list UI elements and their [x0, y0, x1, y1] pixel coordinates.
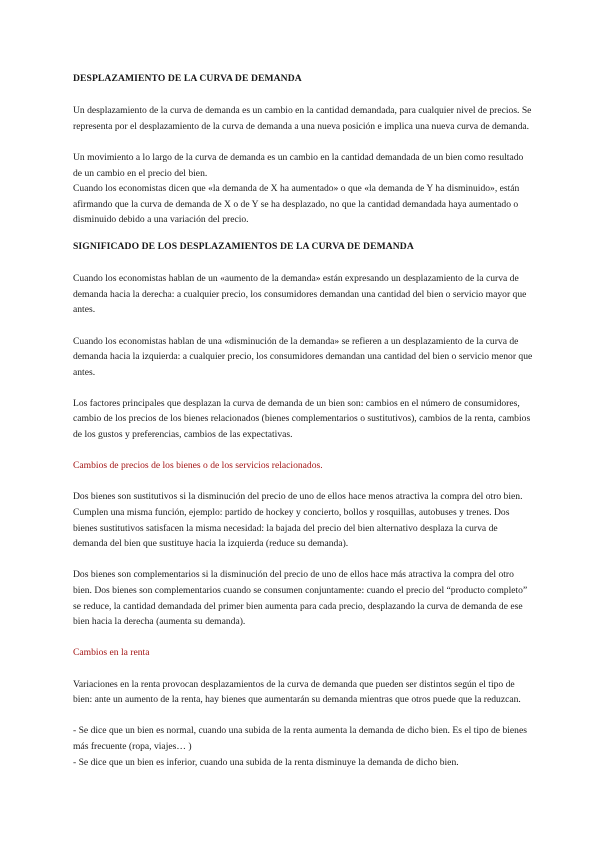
paragraph-movimiento-definicion: Un movimiento a lo largo de la curva de demanda es un cambio en la cantidad demandada de un bien como resultado de un cambio en el precio del bien. [73, 151, 524, 179]
paragraph-desplazamiento-definicion: Un desplazamiento de la curva de demanda es un cambio en la cantidad demandada, para cualquier nivel de precios. Se representa por el desplazamiento de la curva de demanda a una nueva posición e implica una nueva curva de demanda. [73, 105, 532, 132]
list-item-bien-inferior: - Se dice que un bien es inferior, cuando una subida de la renta disminuye la demanda de dicho bien. [73, 756, 459, 768]
paragraph-factores-principales: Los factores principales que desplazan la curva de demanda de un bien son: cambios en el número de consumidores, cambio de los precios de los bienes relacionados (bienes complementarios o sustitutivos), cambios de la renta, cambios de los gustos y preferencias, cambios de las expectativas. [73, 397, 531, 441]
document-body [73, 71, 533, 770]
paragraph-bienes-complementarios: Dos bienes son complementarios si la disminución del precio de uno de ellos hace más atractiva la compra del otro bien. Dos bienes son complementarios cuando se consumen conjuntamente: cuando el precio del “producto completo” se reduce, la cantidad demandada del primer bien aumenta para cada precio, desplazando la curva de demanda de ese bien hacia la derecha (aumenta su demanda). [73, 569, 528, 628]
paragraph-aumento-demanda: Cuando los economistas hablan de un «aumento de la demanda» están expresando un desplazamiento de la curva de demanda hacia la derecha: a cualquier precio, los consumidores demandan una cantidad del bien o servicio mayor que antes. [73, 273, 527, 316]
section-heading-significado: SIGNIFICADO DE LOS DESPLAZAMIENTOS DE LA CURVA DE DEMANDA [73, 240, 414, 252]
subheading-precios-relacionados: Cambios de precios de los bienes o de los servicios relacionados. [73, 460, 323, 472]
subheading-cambios-renta: Cambios en la renta [73, 647, 150, 659]
paragraph-bienes-sustitutivos: Dos bienes son sustitutivos si la disminución del precio de uno de ellos hace menos atractiva la compra del otro bien. Cumplen una misma función, ejemplo: partido de hockey y concierto, bollos y rosquillas, autobuses y trenes. Dos bienes sustitutivos satisfacen la misma necesidad: la bajada del precio del bien alternativo desplaza la curva de demanda del bien que sustituye hacia la izquierda (reduce su demanda). [73, 491, 523, 550]
paragraph-disminucion-demanda: Cuando los economistas hablan de una «disminución de la demanda» se refieren a un desplazamiento de la curva de demanda hacia la izquierda: a cualquier precio, los consumidores demandan una cantidad del bien o servicio menor que antes. [73, 335, 533, 378]
section-heading-desplazamiento: DESPLAZAMIENTO DE LA CURVA DE DEMANDA [73, 73, 302, 84]
list-item-bien-normal: - Se dice que un bien es normal, cuando una subida de la renta aumenta la demanda de dicho bien. Es el tipo de bienes más frecuente (ropa, viajes… ) [73, 725, 527, 752]
paragraph-economistas-dicen: Cuando los economistas dicen que «la demanda de X ha aumentado» o que «la demanda de Y ha disminuido», están afirmando que la curva de demanda de X o de Y se ha desplazado, no que la cantidad demandada haya aumentado o disminuido debido a una variación del precio. [73, 183, 520, 226]
paragraph-variaciones-renta: Variaciones en la renta provocan desplazamientos de la curva de demanda que pueden ser distintos según el tipo de bien: ante un aumento de la renta, hay bienes que aumentarán su demanda mientras que otros puede que la reduzcan. [73, 678, 521, 706]
